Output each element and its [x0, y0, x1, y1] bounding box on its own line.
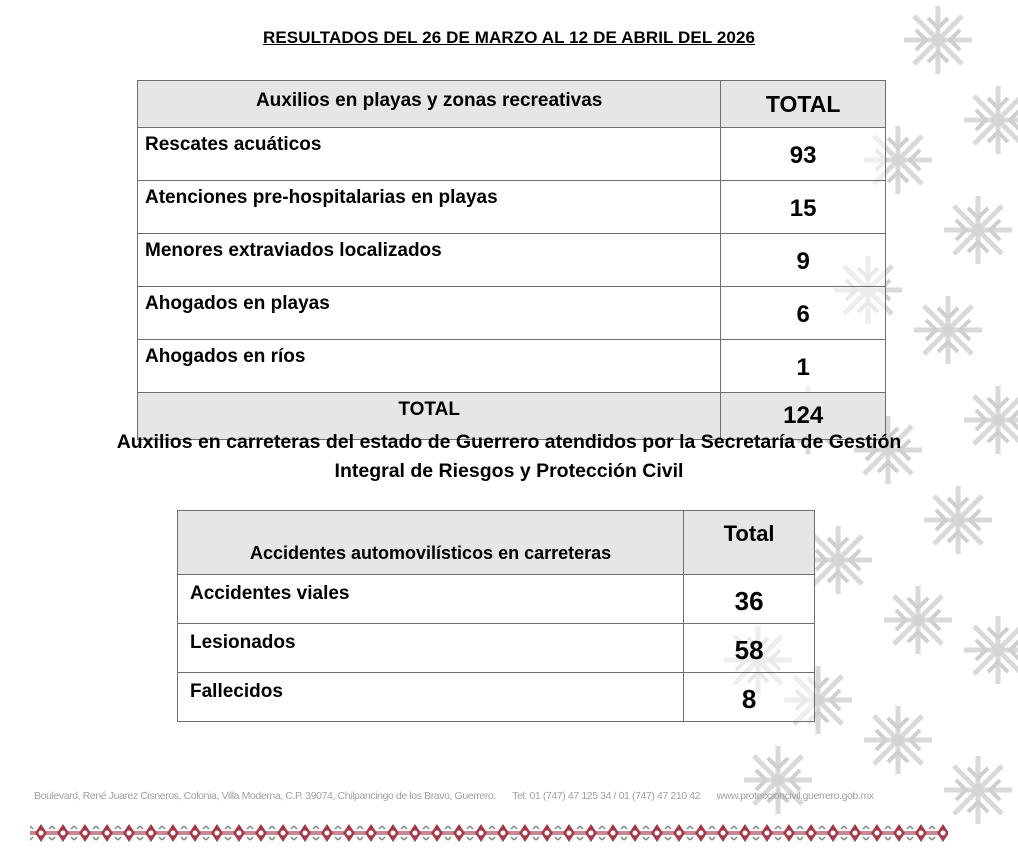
footer-address: Boulevard, René Juarez Cisneros, Colonia, Villa Moderna, C.P. 39074, Chilpancingo de los Bravo, Guerrero.	[34, 790, 496, 802]
row-value: 9	[721, 234, 886, 287]
row-value: 36	[684, 575, 815, 624]
table-row	[138, 128, 886, 181]
row-label: Atenciones pre-hospitalarias en playas	[138, 181, 721, 234]
row-label: Lesionados	[178, 624, 684, 673]
table-row	[138, 181, 886, 234]
table-row	[138, 287, 886, 340]
column-header-category: Accidentes automovilísticos en carreteras	[178, 511, 684, 575]
table-row	[178, 673, 815, 722]
table-header-row	[178, 511, 815, 575]
row-label: Fallecidos	[178, 673, 684, 722]
subtitle-line-2: Integral de Riesgos y Protección Civil	[334, 460, 684, 482]
row-value: 15	[721, 181, 886, 234]
beach-assistance-table	[137, 80, 886, 440]
table-row	[178, 624, 815, 673]
table-row	[138, 234, 886, 287]
total-label: TOTAL	[138, 393, 721, 440]
document-title: RESULTADOS DEL 26 DE MARZO AL 12 DE ABRIL DEL 2026	[262, 28, 756, 47]
row-label: Accidentes viales	[178, 575, 684, 624]
footer-phone: Tel: 01 (747) 47 125 34 / 01 (747) 47 210 42	[512, 790, 701, 802]
row-label: Rescates acuáticos	[138, 128, 721, 181]
row-label: Ahogados en ríos	[138, 340, 721, 393]
footer-decorative-border	[30, 822, 948, 844]
subtitle-line-1: Auxilios en carreteras del estado de Guerrero atendidos por la Secretaría de Gestión	[116, 431, 902, 453]
row-label: Ahogados en playas	[138, 287, 721, 340]
column-header-category: Auxilios en playas y zonas recreativas	[138, 81, 721, 128]
row-value: 93	[721, 128, 886, 181]
road-accidents-table	[177, 510, 815, 722]
section-subtitle	[40, 428, 978, 486]
row-label: Menores extraviados localizados	[138, 234, 721, 287]
column-header-total: Total	[684, 511, 815, 575]
row-value: 8	[684, 673, 815, 722]
column-header-total: TOTAL	[721, 81, 886, 128]
row-value: 6	[721, 287, 886, 340]
table-header-row	[138, 81, 886, 128]
row-value: 58	[684, 624, 815, 673]
footer-contact-line	[34, 790, 994, 802]
total-value: 124	[721, 393, 886, 440]
table-row	[178, 575, 815, 624]
footer-website-link[interactable]: www.proteccioncivil.guerrero.gob.mx	[716, 790, 874, 802]
row-value: 1	[721, 340, 886, 393]
table-row	[138, 340, 886, 393]
